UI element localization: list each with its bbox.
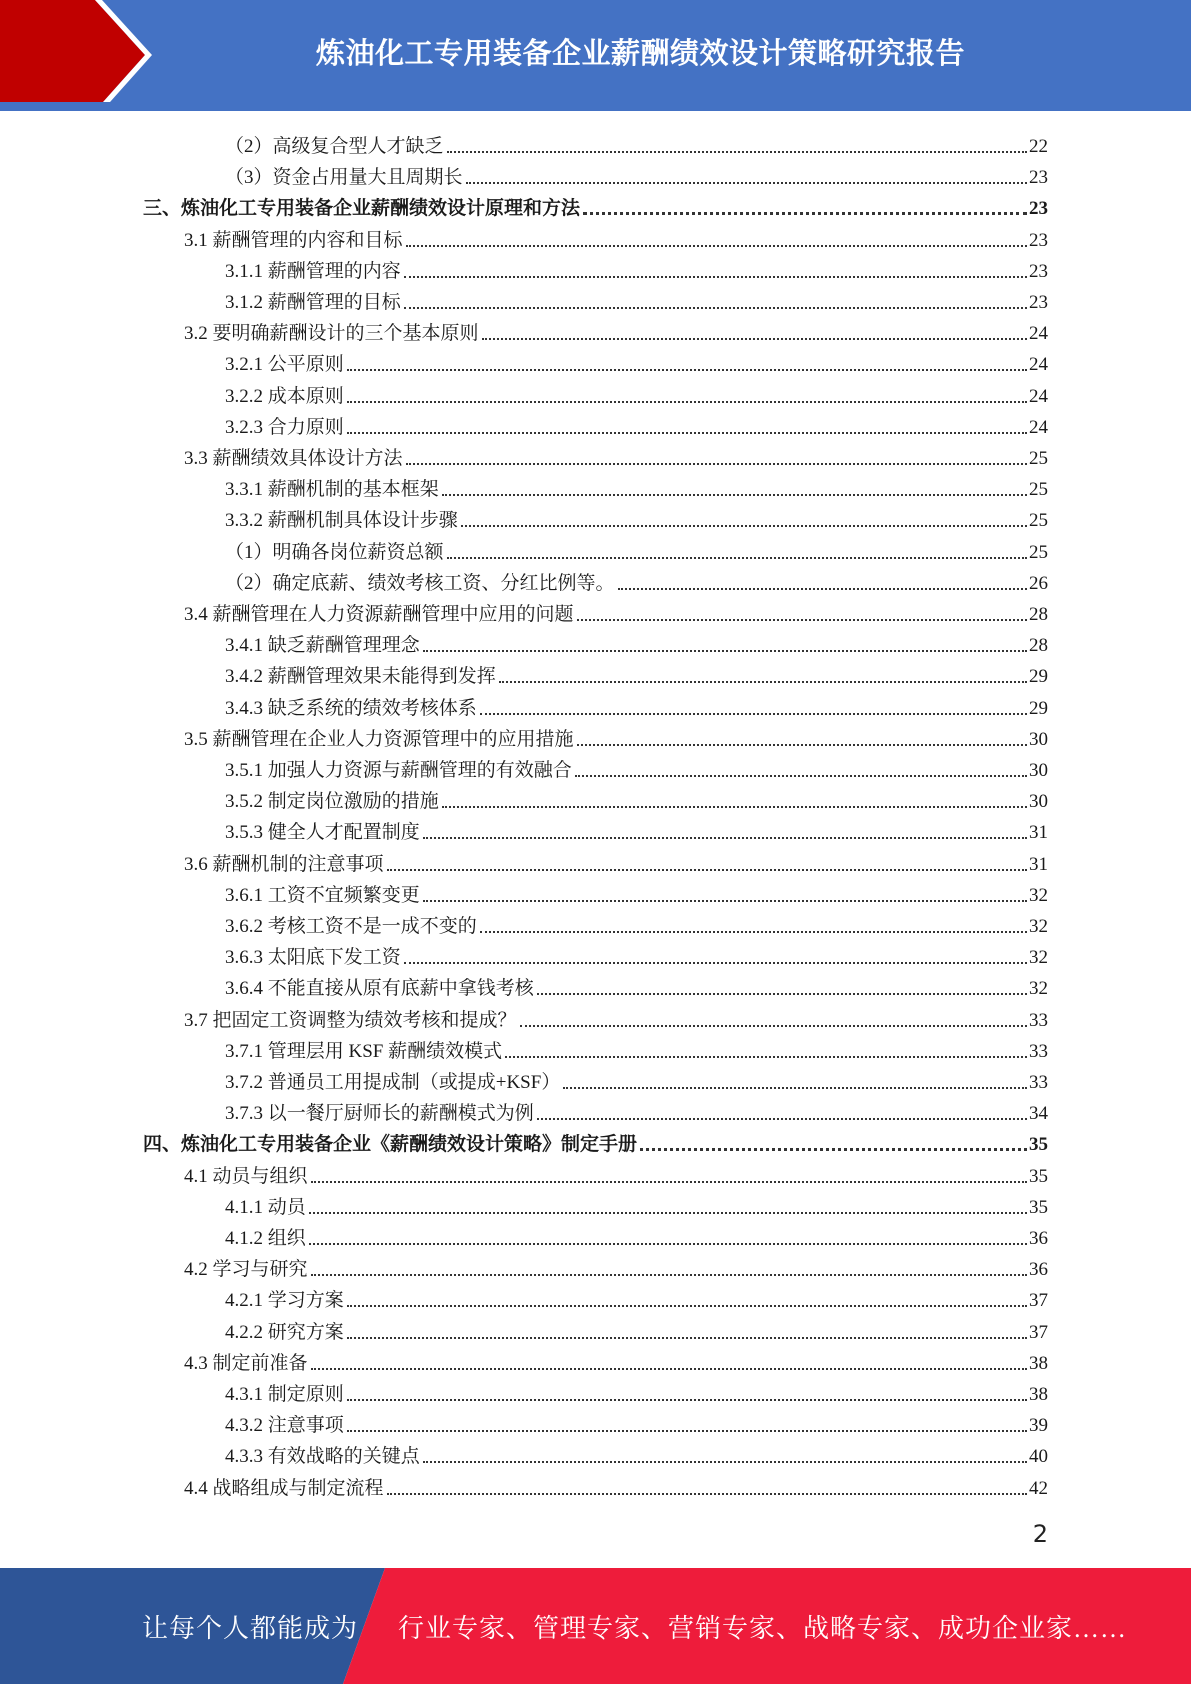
toc-entry-page-number: 28	[1029, 604, 1048, 625]
toc-entry[interactable]	[184, 439, 1048, 470]
toc-entry[interactable]	[225, 158, 1048, 189]
toc-dot-leader	[347, 432, 1027, 434]
toc-dot-leader	[520, 1025, 1027, 1027]
toc-dot-leader	[309, 1212, 1027, 1214]
page-number: 2	[1032, 1520, 1048, 1548]
toc-entry-label: 3.4 薪酬管理在人力资源薪酬管理中应用的问题	[184, 604, 574, 625]
toc-entry-label: （2）高级复合型人才缺乏	[225, 136, 444, 157]
toc-entry[interactable]	[184, 595, 1048, 626]
toc-entry-label: 4.2 学习与研究	[184, 1259, 308, 1281]
toc-dot-leader	[423, 650, 1027, 652]
toc-entry-label: 3.3.1 薪酬机制的基本框架	[225, 479, 439, 501]
toc-dot-leader	[575, 775, 1027, 777]
toc-dot-leader	[423, 900, 1027, 902]
toc-dot-leader	[347, 369, 1027, 371]
toc-entry[interactable]	[225, 1188, 1048, 1219]
toc-entry[interactable]	[225, 782, 1048, 813]
toc-dot-leader	[466, 182, 1027, 184]
toc-entry[interactable]	[225, 1032, 1048, 1063]
toc-entry-page-number: 25	[1029, 448, 1048, 469]
toc-entry-label: 四、炼油化工专用装备企业《薪酬绩效设计策略》制定手册	[143, 1134, 638, 1156]
toc-entry[interactable]	[225, 626, 1048, 657]
toc-entry[interactable]	[225, 689, 1048, 720]
toc-dot-leader	[482, 338, 1027, 340]
toc-entry-label: 3.3 薪酬绩效具体设计方法	[184, 448, 403, 469]
toc-entry[interactable]	[225, 377, 1048, 408]
toc-entry-label: 3.1 薪酬管理的内容和目标	[184, 229, 403, 251]
document-title: 炼油化工专用装备企业薪酬绩效设计策略研究报告	[315, 35, 965, 70]
toc-entry-page-number: 26	[1029, 572, 1048, 594]
footer-slogan-lead: 让每个人都能成为	[142, 1613, 359, 1643]
toc-entry[interactable]	[225, 252, 1048, 283]
toc-entry-page-number: 24	[1029, 354, 1048, 376]
toc-entry-label: 3.7 把固定工资调整为绩效考核和提成？	[184, 1009, 517, 1031]
toc-entry-label: 3.2 要明确薪酬设计的三个基本原则	[184, 323, 479, 345]
toc-entry-page-number: 28	[1029, 635, 1048, 657]
toc-entry-label: 3.3.2 薪酬机制具体设计步骤	[225, 510, 458, 532]
toc-entry-label: 3.5 薪酬管理在企业人力资源管理中的应用措施	[184, 728, 574, 750]
toc-entry-page-number: 33	[1029, 1072, 1048, 1093]
toc-entry-label: 3.1.1 薪酬管理的内容	[225, 260, 401, 282]
toc-entry-page-number: 37	[1029, 1290, 1048, 1312]
toc-entry-label: 3.4.2 薪酬管理效果未能得到发挥	[225, 666, 496, 688]
toc-entry-label: 4.3 制定前准备	[184, 1352, 308, 1374]
toc-entry-label: （3）资金占用量大且周期长	[225, 167, 463, 189]
toc-dot-leader	[537, 993, 1027, 995]
toc-entry-label: 三、炼油化工专用装备企业薪酬绩效设计原理和方法	[143, 198, 581, 220]
toc-entry[interactable]	[225, 345, 1048, 376]
toc-entry[interactable]	[225, 1313, 1048, 1344]
toc-entry-page-number: 23	[1029, 292, 1048, 313]
toc-entry[interactable]	[225, 501, 1048, 532]
toc-entry-label: 3.5.2 制定岗位激励的措施	[225, 791, 439, 813]
header-arrow-decoration	[0, 0, 160, 111]
toc-dot-leader	[423, 1461, 1027, 1463]
toc-entry[interactable]	[225, 1437, 1048, 1468]
toc-entry-page-number: 25	[1029, 541, 1048, 563]
toc-dot-leader	[347, 1430, 1027, 1432]
toc-entry[interactable]	[225, 533, 1048, 564]
toc-entry-label: 3.5.3 健全人才配置制度	[225, 822, 420, 844]
toc-entry-page-number: 24	[1029, 385, 1048, 407]
toc-entry[interactable]	[225, 1406, 1048, 1437]
toc-entry-label: 3.4.1 缺乏薪酬管理理念	[225, 635, 420, 657]
toc-entry[interactable]	[225, 1375, 1048, 1406]
toc-entry-page-number: 24	[1029, 323, 1048, 345]
toc-dot-leader	[347, 401, 1027, 403]
toc-dot-leader	[461, 525, 1027, 527]
toc-entry-page-number: 25	[1029, 510, 1048, 532]
toc-entry-label: 3.2.3 合力原则	[225, 416, 344, 438]
toc-entry-label: 4.1 动员与组织	[184, 1165, 308, 1187]
toc-entry-page-number: 25	[1029, 479, 1048, 501]
toc-dot-leader	[347, 1399, 1027, 1401]
toc-entry-page-number: 33	[1029, 1009, 1048, 1031]
toc-entry-page-number: 40	[1029, 1446, 1048, 1468]
toc-entry[interactable]	[225, 751, 1048, 782]
toc-entry-label: 3.7.1 管理层用 KSF 薪酬绩效模式	[225, 1040, 503, 1062]
toc-entry-page-number: 30	[1029, 791, 1048, 813]
toc-entry-label: （2）确定底薪、绩效考核工资、分红比例等。	[225, 572, 615, 594]
toc-entry[interactable]	[225, 876, 1048, 907]
toc-entry[interactable]	[225, 283, 1048, 314]
toc-entry-page-number: 33	[1029, 1040, 1048, 1062]
toc-entry-page-number: 35	[1029, 1134, 1048, 1156]
toc-entry-label: 4.2.2 研究方案	[225, 1321, 344, 1343]
toc-entry[interactable]	[225, 938, 1048, 969]
toc-dot-leader	[404, 962, 1027, 964]
toc-dot-leader	[406, 463, 1027, 465]
toc-entry-page-number: 36	[1029, 1228, 1048, 1249]
toc-entry-page-number: 23	[1029, 229, 1048, 251]
toc-entry-page-number: 31	[1029, 853, 1048, 875]
toc-dot-leader	[387, 869, 1027, 871]
toc-entry-page-number: 39	[1029, 1415, 1048, 1437]
toc-entry[interactable]	[225, 657, 1048, 688]
toc-entry[interactable]	[184, 1001, 1048, 1032]
toc-entry[interactable]	[184, 720, 1048, 751]
toc-dot-leader	[447, 557, 1027, 559]
toc-entry-page-number: 23	[1029, 260, 1048, 282]
toc-entry-label: 3.6.4 不能直接从原有底薪中拿钱考核	[225, 978, 534, 1000]
toc-entry-page-number: 36	[1029, 1259, 1048, 1281]
toc-entry-label: 3.2.2 成本原则	[225, 385, 344, 407]
toc-entry-label: 3.2.1 公平原则	[225, 354, 344, 376]
toc-entry-label: 4.1.1 动员	[225, 1196, 306, 1218]
toc-dot-leader	[311, 1368, 1027, 1370]
toc-dot-leader	[505, 1056, 1027, 1058]
toc-dot-leader	[447, 151, 1027, 153]
toc-entry-page-number: 23	[1029, 198, 1048, 220]
toc-entry[interactable]	[184, 221, 1048, 252]
toc-entry-label: 3.7.3 以一餐厅厨师长的薪酬模式为例	[225, 1103, 534, 1125]
toc-dot-leader	[347, 1305, 1027, 1307]
toc-dot-leader	[442, 494, 1027, 496]
toc-dot-leader	[311, 1181, 1027, 1183]
toc-entry-page-number: 38	[1029, 1384, 1048, 1405]
toc-entry-label: 4.3.1 制定原则	[225, 1384, 344, 1405]
toc-entry-page-number: 35	[1029, 1196, 1048, 1218]
toc-entry-page-number: 32	[1029, 884, 1048, 906]
toc-dot-leader	[480, 931, 1027, 933]
toc-entry[interactable]	[225, 969, 1048, 1000]
toc-entry[interactable]	[184, 845, 1048, 876]
toc-entry-label: 3.1.2 薪酬管理的目标	[225, 292, 401, 313]
toc-entry-label: 3.6.2 考核工资不是一成不变的	[225, 916, 477, 937]
toc-dot-leader	[311, 1274, 1027, 1276]
toc-entry-page-number: 30	[1029, 760, 1048, 781]
toc-dot-leader	[404, 276, 1027, 278]
toc-entry-label: 4.4 战略组成与制定流程	[184, 1477, 384, 1499]
toc-entry[interactable]	[184, 1250, 1048, 1281]
toc-dot-leader	[423, 837, 1027, 839]
toc-entry-page-number: 32	[1029, 978, 1048, 1000]
footer-slogan-roles: 行业专家、管理专家、营销专家、战略专家、成功企业家……	[398, 1613, 1128, 1643]
toc-entry-page-number: 37	[1029, 1321, 1048, 1343]
toc-entry-page-number: 24	[1029, 416, 1048, 438]
toc-entry[interactable]	[225, 408, 1048, 439]
toc-entry[interactable]	[225, 907, 1048, 938]
toc-entry-label: 4.2.1 学习方案	[225, 1290, 344, 1312]
toc-dot-leader	[347, 1337, 1027, 1339]
toc-entry-page-number: 42	[1029, 1477, 1048, 1499]
toc-entry-page-number: 35	[1029, 1165, 1048, 1187]
toc-dot-leader	[387, 1493, 1027, 1495]
toc-entry-page-number: 29	[1029, 666, 1048, 688]
toc-entry-label: 3.6.1 工资不宜频繁变更	[225, 884, 420, 906]
toc-dot-leader	[640, 1148, 1027, 1151]
toc-entry-page-number: 34	[1029, 1103, 1048, 1125]
toc-entry-page-number: 32	[1029, 916, 1048, 937]
toc-entry[interactable]	[225, 1094, 1048, 1125]
toc-entry-label: 4.3.2 注意事项	[225, 1415, 344, 1437]
toc-dot-leader	[406, 245, 1027, 247]
toc-entry-label: 4.3.3 有效战略的关键点	[225, 1446, 420, 1468]
toc-entry-label: （1）明确各岗位薪资总额	[225, 541, 444, 563]
toc-entry[interactable]	[225, 470, 1048, 501]
toc-entry[interactable]	[225, 813, 1048, 844]
toc-dot-leader	[563, 1087, 1027, 1089]
toc-entry[interactable]	[184, 1344, 1048, 1375]
toc-entry-label: 4.1.2 组织	[225, 1228, 306, 1249]
toc-entry[interactable]	[225, 564, 1048, 595]
toc-dot-leader	[537, 1118, 1027, 1120]
toc-dot-leader	[577, 619, 1027, 621]
toc-entry-label: 3.5.1 加强人力资源与薪酬管理的有效融合	[225, 760, 572, 781]
toc-entry-page-number: 30	[1029, 728, 1048, 750]
toc-entry[interactable]	[184, 314, 1048, 345]
toc-dot-leader	[442, 806, 1027, 808]
toc-entry-page-number: 38	[1029, 1352, 1048, 1374]
toc-dot-leader	[583, 212, 1027, 215]
toc-entry-label: 3.6 薪酬机制的注意事项	[184, 853, 384, 875]
toc-entry[interactable]	[225, 1219, 1048, 1250]
toc-dot-leader	[499, 681, 1027, 683]
toc-entry-page-number: 31	[1029, 822, 1048, 844]
toc-entry-page-number: 23	[1029, 167, 1048, 189]
toc-entry-page-number: 22	[1029, 136, 1048, 157]
toc-entry[interactable]	[184, 1469, 1048, 1500]
toc-entry[interactable]	[184, 1157, 1048, 1188]
toc-entry-page-number: 32	[1029, 947, 1048, 969]
toc-chapter-entry[interactable]	[143, 1125, 1048, 1156]
toc-entry-label: 3.7.2 普通员工用提成制（或提成+KSF）	[225, 1072, 561, 1093]
toc-chapter-entry[interactable]	[143, 189, 1048, 220]
toc-entry-page-number: 29	[1029, 697, 1048, 719]
footer-banner	[0, 1568, 1191, 1684]
toc-entry-label: 3.6.3 太阳底下发工资	[225, 947, 401, 969]
header-banner	[0, 0, 1191, 111]
toc-dot-leader	[404, 307, 1027, 309]
toc-entry-label: 3.4.3 缺乏系统的绩效考核体系	[225, 697, 477, 719]
toc-entry[interactable]	[225, 127, 1048, 158]
toc-dot-leader	[577, 744, 1027, 746]
toc-entry[interactable]	[225, 1281, 1048, 1312]
toc-dot-leader	[618, 588, 1027, 590]
toc-dot-leader	[309, 1243, 1027, 1245]
toc-entry[interactable]	[225, 1063, 1048, 1094]
toc-dot-leader	[480, 713, 1027, 715]
